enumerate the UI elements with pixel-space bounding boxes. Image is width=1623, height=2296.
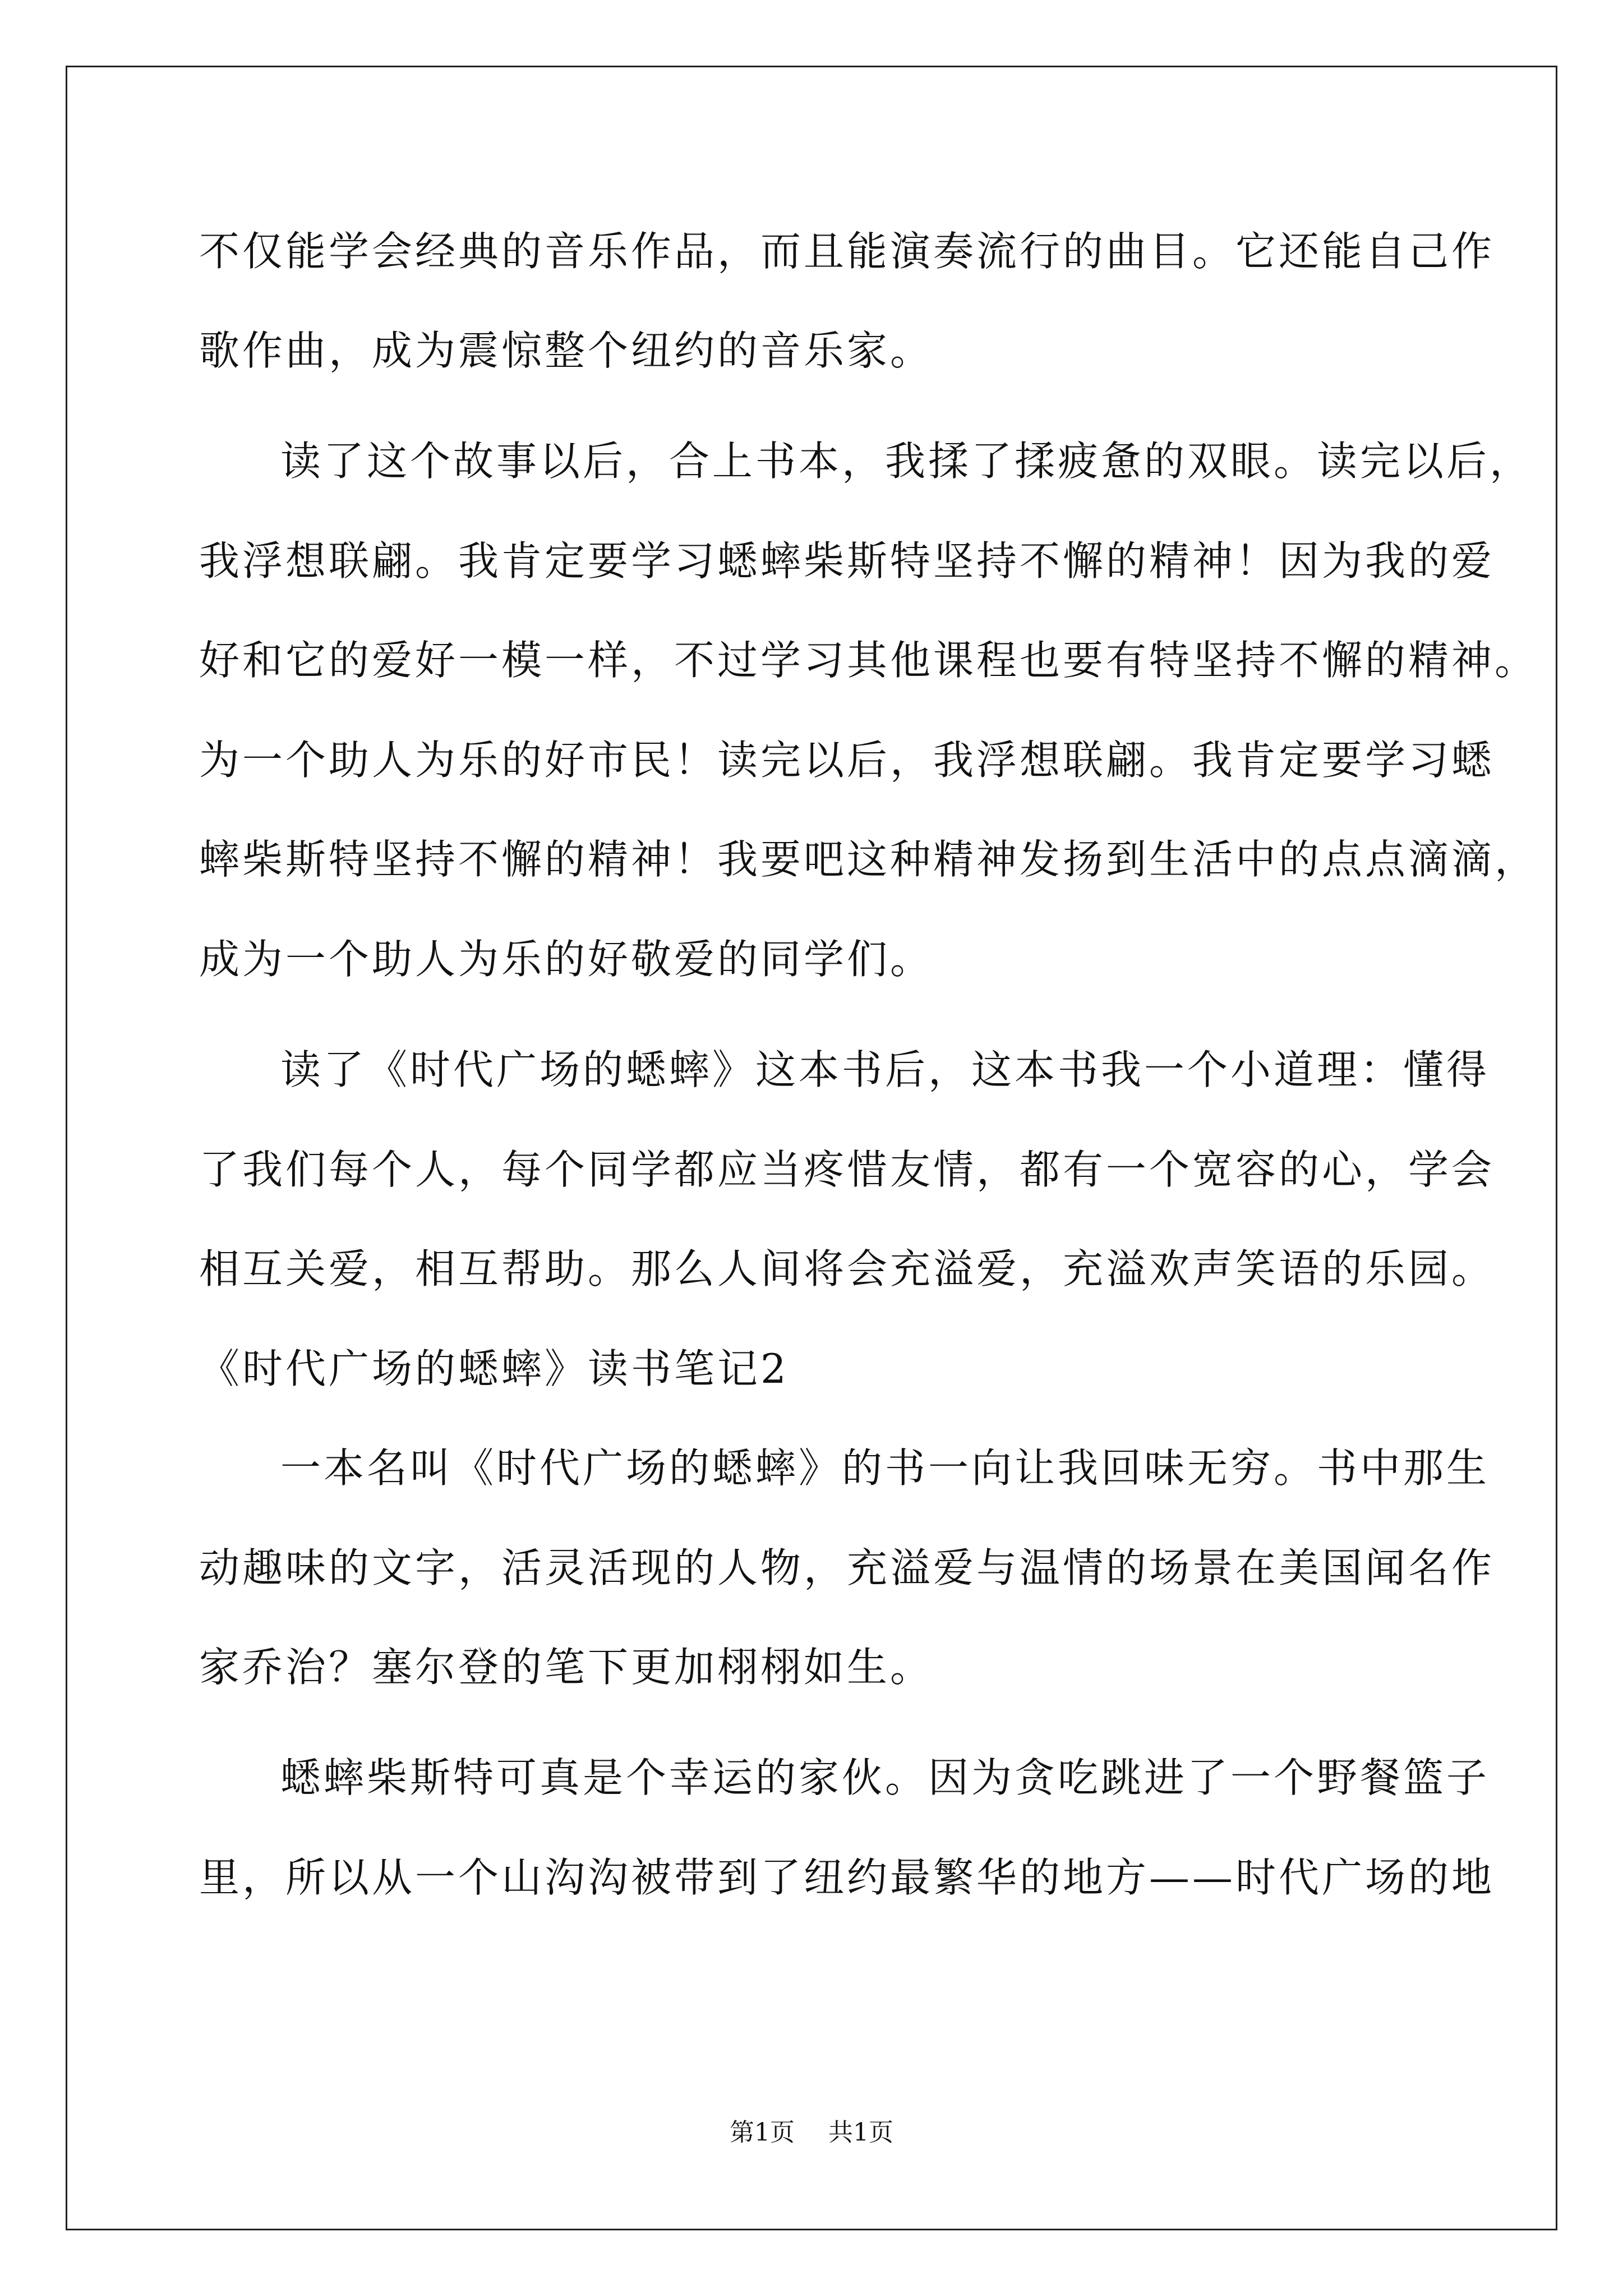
text-line: 里，所以从一个山沟沟被带到了纽约最繁华的地方——时代广场的地	[199, 1854, 1495, 1901]
text-line: 一本名叫《时代广场的蟋蟀》的书一向让我回味无穷。书中那生	[280, 1444, 1490, 1492]
text-line: 读了这个故事以后，合上书本，我揉了揉疲惫的双眼。读完以后，	[280, 438, 1533, 485]
text-line: 了我们每个人，每个同学都应当疼惜友情，都有一个宽容的心，学会	[199, 1146, 1495, 1193]
text-line: 不仅能学会经典的音乐作品，而且能演奏流行的曲目。它还能自己作	[199, 228, 1495, 275]
text-line: 读了《时代广场的蟋蟀》这本书后，这本书我一个小道理：懂得	[280, 1046, 1490, 1093]
page-total: 共1页	[828, 2118, 893, 2147]
text-line: 蟋蟀柴斯特可真是个幸运的家伙。因为贪吃跳进了一个野餐篮子	[280, 1754, 1490, 1801]
page-number: 第1页	[730, 2118, 795, 2147]
text-line: 蟀柴斯特坚持不懈的精神！我要吧这种精神发扬到生活中的点点滴滴，	[199, 836, 1538, 883]
text-line: 为一个助人为乐的好市民！读完以后，我浮想联翩。我肯定要学习蟋	[199, 737, 1495, 784]
text-line: 相互关爱，相互帮助。那么人间将会充溢爱，充溢欢声笑语的乐园。	[199, 1245, 1495, 1292]
text-line: 动趣味的文字，活灵活现的人物，充溢爱与温情的场景在美国闻名作	[199, 1544, 1495, 1591]
text-line: 家乔治？塞尔登的笔下更加栩栩如生。	[199, 1644, 934, 1691]
text-line: 好和它的爱好一模一样，不过学习其他课程也要有特坚持不懈的精神。	[199, 637, 1538, 684]
page-footer	[0, 2116, 1623, 2150]
section-heading: 《时代广场的蟋蟀》读书笔记2	[199, 1345, 789, 1392]
text-line: 我浮想联翩。我肯定要学习蟋蟀柴斯特坚持不懈的精神！因为我的爱	[199, 537, 1495, 585]
text-line: 成为一个助人为乐的好敬爱的同学们。	[199, 936, 934, 983]
text-line: 歌作曲，成为震惊整个纽约的音乐家。	[199, 327, 934, 374]
